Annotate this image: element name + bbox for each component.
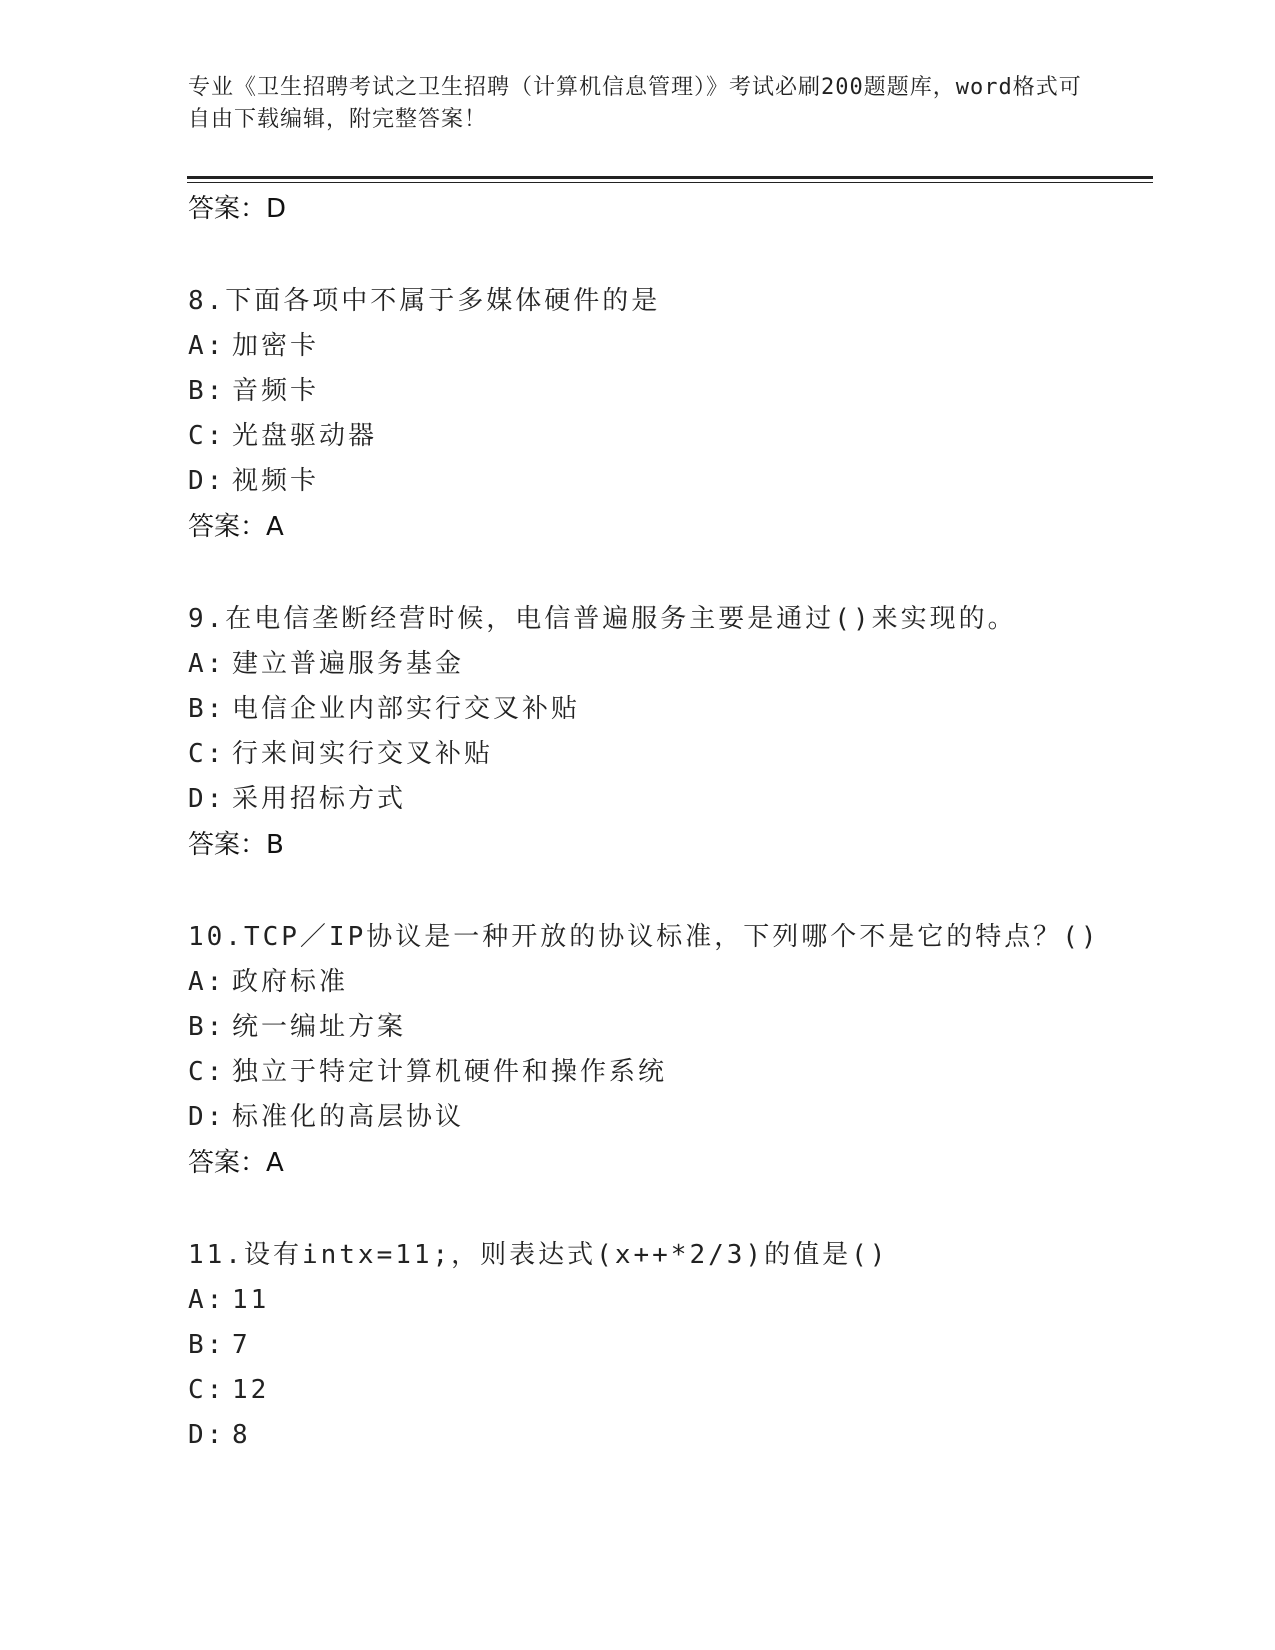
option-b: [188, 369, 1148, 414]
spacer: [188, 550, 1148, 596]
option-letter: D:: [188, 784, 226, 814]
option-text: 11: [232, 1285, 270, 1315]
option-b: [188, 1323, 1148, 1368]
option-b: [188, 1005, 1148, 1050]
option-c: [188, 414, 1148, 459]
option-letter: B:: [188, 1012, 226, 1042]
option-a: [188, 1278, 1148, 1323]
question-list: [188, 186, 1148, 1458]
question-stem: 10.TCP／IP协议是一种开放的协议标准，下列哪个不是它的特点？(): [188, 922, 1100, 952]
document-header: 专业《卫生招聘考试之卫生招聘（计算机信息管理）》考试必刷200题题库，word格式可自由下载编辑，附完整答案！: [188, 75, 1082, 132]
answer-line: 答案：A: [188, 512, 284, 542]
option-text: 8: [232, 1420, 251, 1450]
option-text: 12: [232, 1375, 270, 1405]
option-text: 统一编址方案: [232, 1012, 407, 1042]
option-letter: B:: [188, 694, 226, 724]
question-stem: 8.下面各项中不属于多媒体硬件的是: [188, 286, 661, 316]
option-a: [188, 324, 1148, 369]
option-text: 标准化的高层协议: [232, 1102, 465, 1132]
option-text: 采用招标方式: [232, 784, 407, 814]
option-d: [188, 459, 1148, 504]
option-text: 政府标准: [232, 967, 349, 997]
option-c: [188, 1050, 1148, 1095]
option-letter: C:: [188, 1057, 226, 1087]
header-divider-thin: [187, 182, 1153, 183]
option-text: 建立普遍服务基金: [232, 649, 465, 679]
option-d: [188, 777, 1148, 822]
option-c: [188, 732, 1148, 777]
answer-line: 答案：B: [188, 830, 284, 860]
option-a: [188, 960, 1148, 1005]
option-letter: C:: [188, 421, 226, 451]
spacer: [188, 1186, 1148, 1232]
answer-line: 答案：A: [188, 1148, 284, 1178]
option-c: [188, 1368, 1148, 1413]
option-letter: A:: [188, 1285, 226, 1315]
option-text: 加密卡: [232, 331, 320, 361]
option-letter: D:: [188, 1420, 226, 1450]
spacer: [188, 232, 1148, 278]
option-letter: A:: [188, 649, 226, 679]
spacer: [188, 868, 1148, 914]
option-letter: D:: [188, 466, 226, 496]
option-text: 电信企业内部实行交叉补贴: [232, 694, 581, 724]
option-text: 独立于特定计算机硬件和操作系统: [232, 1057, 668, 1087]
option-d: [188, 1095, 1148, 1140]
option-b: [188, 687, 1148, 732]
answer-line: 答案：D: [188, 194, 287, 224]
option-letter: C:: [188, 739, 226, 769]
option-text: 7: [232, 1330, 251, 1360]
option-letter: C:: [188, 1375, 226, 1405]
option-text: 光盘驱动器: [232, 421, 378, 451]
option-a: [188, 642, 1148, 687]
option-text: 音频卡: [232, 376, 320, 406]
option-letter: D:: [188, 1102, 226, 1132]
option-letter: B:: [188, 376, 226, 406]
header-divider-thick: [187, 176, 1153, 179]
option-letter: A:: [188, 331, 226, 361]
option-d: [188, 1413, 1148, 1458]
option-letter: B:: [188, 1330, 226, 1360]
question-stem: 11.设有intx=11;，则表达式(x++*2/3)的值是(): [188, 1240, 889, 1270]
option-text: 行来间实行交叉补贴: [232, 739, 494, 769]
question-stem: 9.在电信垄断经营时候，电信普遍服务主要是通过()来实现的。: [188, 604, 1017, 634]
option-letter: A:: [188, 967, 226, 997]
option-text: 视频卡: [232, 466, 320, 496]
